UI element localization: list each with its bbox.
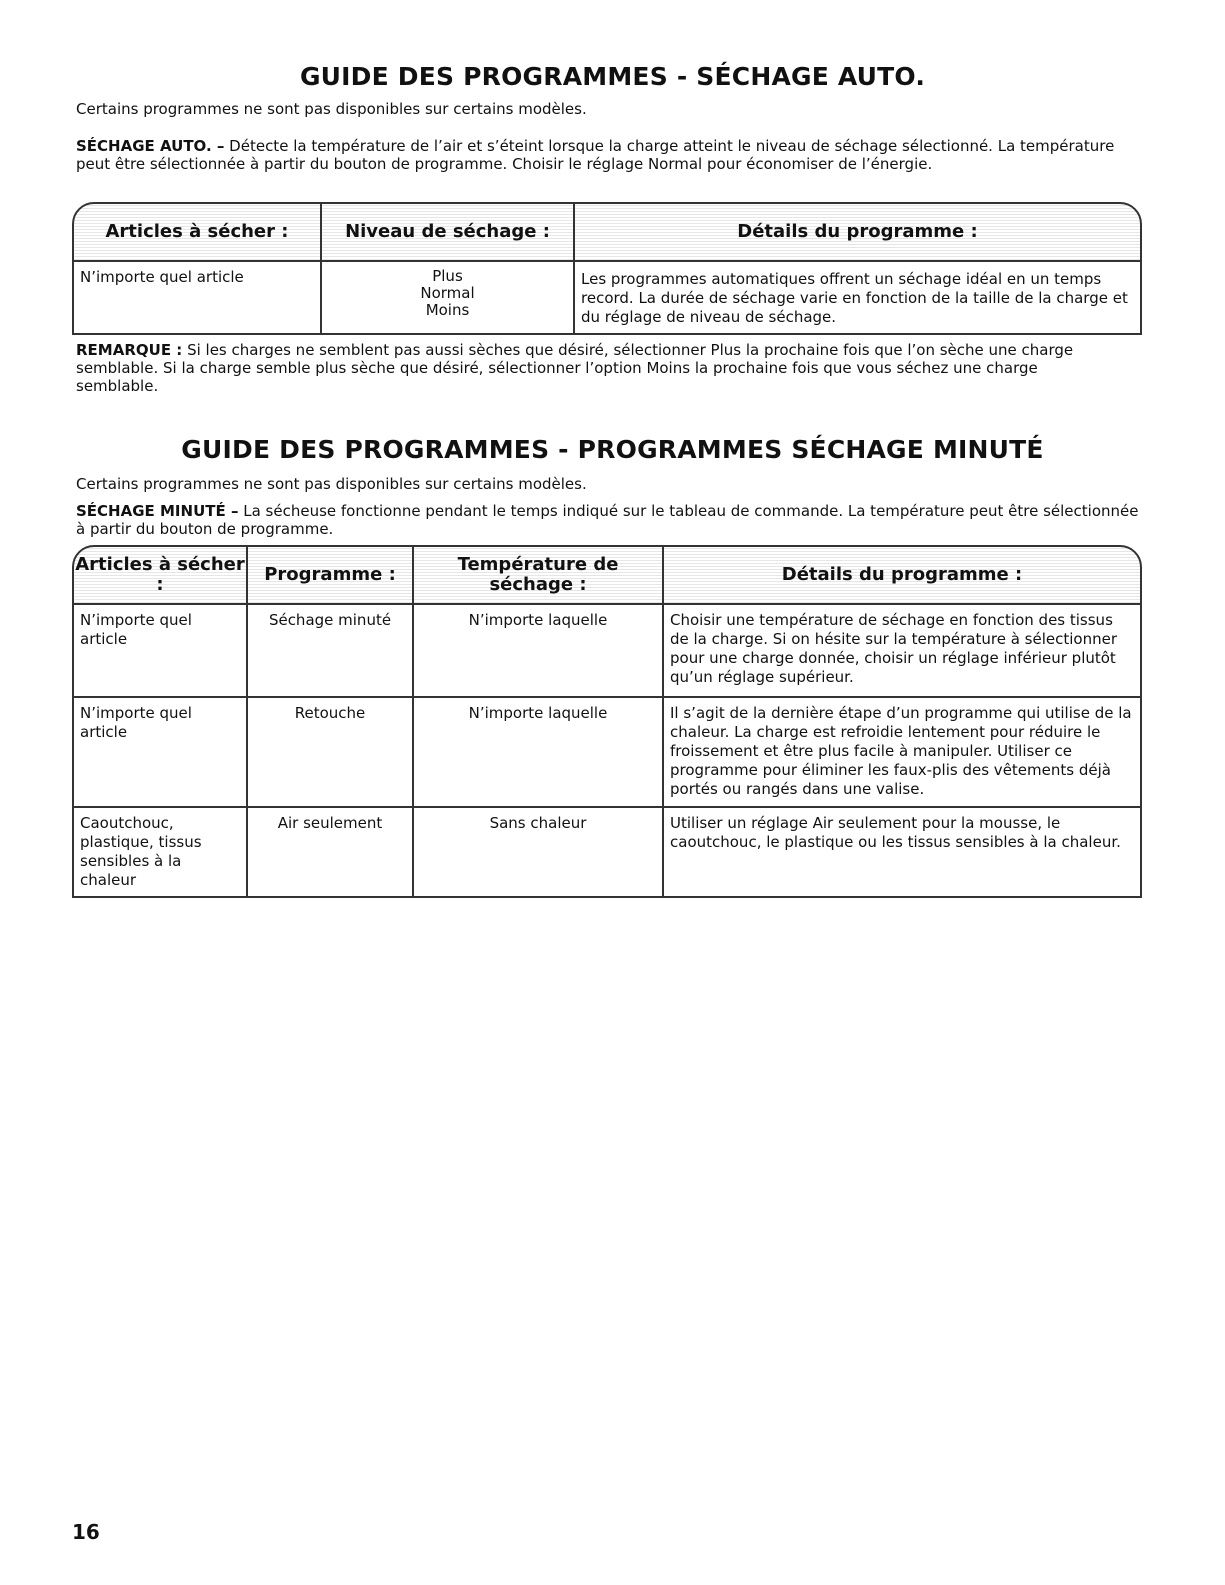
table-row <box>72 808 1142 898</box>
header-temperature: Température de séchage : <box>414 547 664 603</box>
level-normal: Normal <box>420 284 475 302</box>
section1-desc-text: Détecte la température de l’air et s’éteint lorsque la charge atteint le niveau de séchage sélectionné. La température peut être sélectionnée à partir du bouton de programme. Choisir le réglage Normal pour économiser de l’énergie. <box>76 137 1115 173</box>
note-text: Si les charges ne semblent pas aussi sèches que désiré, sélectionner Plus la prochaine fois que l’on sèche une charge semblable. Si la charge semble plus sèche que désiré, sélectionner l’option Moins la prochaine fois que vous séchez une charge semblable. <box>76 341 1074 395</box>
table-row <box>72 262 1142 335</box>
level-plus: Plus <box>432 267 463 285</box>
timed-dry-table <box>72 545 1142 898</box>
page-number: 16 <box>72 1520 100 1544</box>
table-row <box>72 605 1142 698</box>
table-row <box>72 698 1142 808</box>
section2-description <box>76 502 1146 538</box>
section1-intro: Certains programmes ne sont pas disponibles sur certains modèles. <box>76 100 587 118</box>
cell-details: Choisir une température de séchage en fonction des tissus de la charge. Si on hésite sur la température à sélectionner pour une charge donnée, choisir un réglage inférieur plutôt qu’un réglage supérieur. <box>670 611 1118 686</box>
header-articles: Articles à sécher : <box>74 204 322 260</box>
section2-desc-text: La sécheuse fonctionne pendant le temps indiqué sur le tableau de commande. La température peut être sélectionnée à partir du bouton de programme. <box>76 502 1139 538</box>
cell-details: Les programmes automatiques offrent un séchage idéal en un temps record. La durée de séchage varie en fonction de la taille de la charge et du réglage de niveau de séchage. <box>581 270 1128 326</box>
cell-drying-levels <box>322 262 575 333</box>
timed-dry-table-header <box>72 545 1142 605</box>
header-program-details: Détails du programme : <box>781 564 1023 585</box>
level-moins: Moins <box>425 301 470 319</box>
cell-articles: Caoutchouc, plastique, tissus sensibles à la chaleur <box>74 808 248 896</box>
header-articles: Articles à sécher : <box>74 547 248 603</box>
cell-articles: N’importe quel article <box>74 605 248 696</box>
header-drying-level: Niveau de séchage : <box>322 204 575 260</box>
note-label: REMARQUE : <box>76 341 183 359</box>
cell-articles: N’importe quel article <box>74 262 322 333</box>
header-program-details: Détails du programme : <box>737 221 978 242</box>
auto-dry-table-header <box>72 202 1142 262</box>
cell-temperature: N’importe laquelle <box>414 605 664 696</box>
section2-desc-label: SÉCHAGE MINUTÉ – <box>76 502 239 520</box>
section1-desc-label: SÉCHAGE AUTO. – <box>76 137 225 155</box>
cell-details: Utiliser un réglage Air seulement pour la mousse, le caoutchouc, le plastique ou les tissus sensibles à la chaleur. <box>670 814 1121 851</box>
header-programme: Programme : <box>248 547 414 603</box>
section2-title: GUIDE DES PROGRAMMES - PROGRAMMES SÉCHAGE MINUTÉ <box>181 435 1044 464</box>
cell-programme: Air seulement <box>248 808 414 896</box>
section1-description <box>76 137 1146 173</box>
cell-temperature: N’importe laquelle <box>414 698 664 806</box>
cell-temperature: Sans chaleur <box>414 808 664 896</box>
auto-dry-table <box>72 202 1142 335</box>
section1-note <box>76 341 1096 395</box>
cell-details: Il s’agit de la dernière étape d’un programme qui utilise de la chaleur. La charge est refroidie lentement pour réduire le froissement et être plus facile à manipuler. Utiliser ce programme pour éliminer les faux-plis des vêtements déjà portés ou rangés dans une valise. <box>670 704 1132 798</box>
cell-programme: Séchage minuté <box>248 605 414 696</box>
section2-intro: Certains programmes ne sont pas disponibles sur certains modèles. <box>76 475 587 493</box>
cell-articles: N’importe quel article <box>74 698 248 806</box>
section1-title: GUIDE DES PROGRAMMES - SÉCHAGE AUTO. <box>299 62 926 91</box>
cell-programme: Retouche <box>248 698 414 806</box>
